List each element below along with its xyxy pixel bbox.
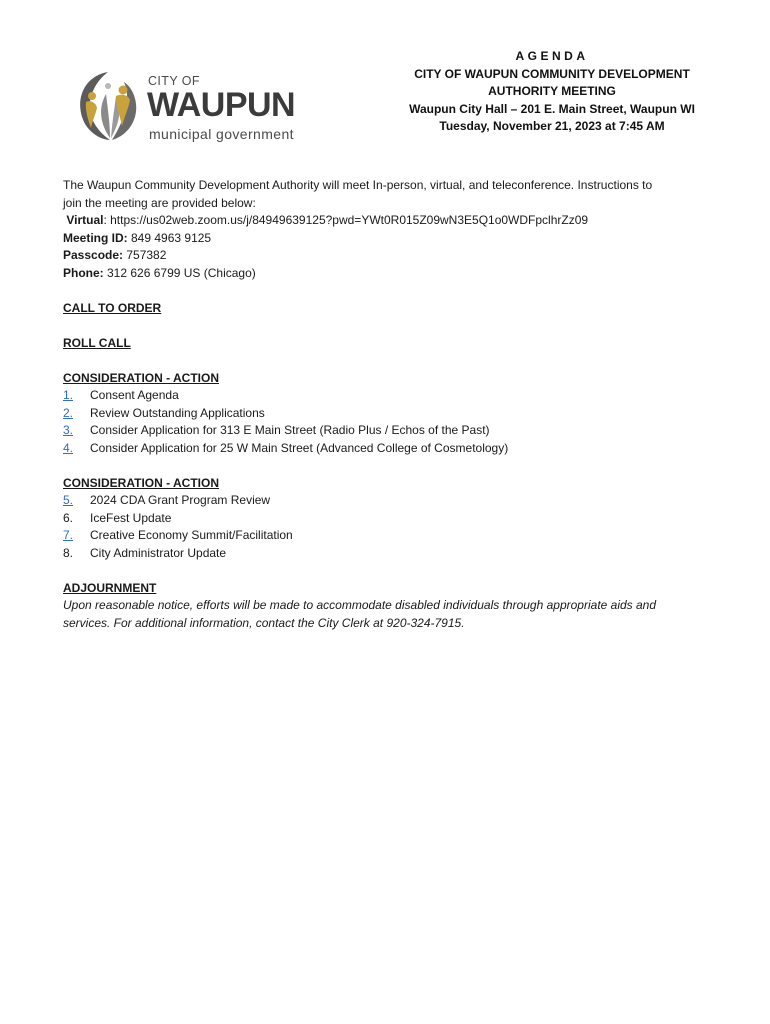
item-text: Consent Agenda: [90, 388, 179, 402]
passcode-label: Passcode:: [63, 248, 124, 262]
item-text: Consider Application for 313 E Main Street (Radio Plus / Echos of the Past): [90, 423, 490, 437]
roll-call-heading: ROLL CALL: [63, 335, 131, 350]
intro-line-1: The Waupun Community Development Authority will meet In-person, virtual, and teleconference. Instructions to: [63, 178, 653, 192]
adjournment-section: [63, 580, 713, 633]
item-number-link[interactable]: 5.: [63, 493, 74, 507]
city-logo: [70, 66, 332, 146]
phone-line: [63, 265, 713, 283]
phone-value: 312 626 6799 US (Chicago): [103, 265, 256, 280]
meeting-header: [392, 48, 712, 136]
item-text: 2024 CDA Grant Program Review: [90, 493, 271, 507]
logo-city-of-text: CITY OF: [148, 74, 200, 88]
item-number-link[interactable]: 1.: [63, 388, 74, 402]
item-text: City Administrator Update: [90, 545, 227, 560]
item-text: Review Outstanding Applications: [90, 405, 265, 420]
list-item: [63, 492, 713, 510]
meeting-id-label: Meeting ID:: [63, 230, 128, 245]
waupun-emblem-icon: [70, 66, 150, 146]
passcode-value: 757382: [123, 248, 167, 262]
consideration-section-2: [63, 475, 713, 563]
accessibility-note-line-2: services. For additional information, contact the City Clerk at 920-324-7915.: [63, 615, 465, 630]
passcode-line: [63, 247, 713, 265]
org-name-line-1: CITY OF WAUPUN COMMUNITY DEVELOPMENT: [414, 66, 690, 81]
consideration-heading-1: CONSIDERATION - ACTION: [63, 370, 219, 385]
agenda-body: [63, 177, 713, 632]
list-item: [63, 422, 713, 440]
meeting-location: Waupun City Hall – 201 E. Main Street, Waupun WI: [409, 101, 695, 116]
meeting-date: Tuesday, November 21, 2023 at 7:45 AM: [439, 119, 665, 133]
list-item: [63, 510, 713, 528]
call-to-order-heading: CALL TO ORDER: [63, 300, 162, 315]
list-item: [63, 545, 713, 563]
logo-waupun-text: WAUPUN: [147, 86, 296, 124]
item-number: 6.: [63, 510, 74, 525]
accessibility-note-line-1: Upon reasonable notice, efforts will be made to accommodate disabled individuals through appropriate aids and: [63, 598, 657, 612]
item-number: 8.: [63, 545, 74, 560]
item-text: Consider Application for 25 W Main Street (Advanced College of Cosmetology): [90, 440, 509, 455]
item-text: IceFest Update: [90, 510, 172, 525]
org-name-line-2: AUTHORITY MEETING: [488, 84, 616, 98]
adjournment-heading: ADJOURNMENT: [63, 580, 157, 595]
item-number-link[interactable]: 7.: [63, 528, 74, 542]
item-number-link[interactable]: 2.: [63, 405, 74, 420]
virtual-link-line: [63, 212, 713, 230]
list-item: [63, 387, 713, 405]
virtual-url[interactable]: : https://us02web.zoom.us/j/84949639125?pwd=YWt0R015Z09wN3E5Q1o0WDFpclhrZz09: [103, 213, 589, 227]
meeting-id-line: [63, 230, 713, 248]
virtual-label: Virtual: [66, 213, 104, 227]
meeting-id-value: 849 4963 9125: [127, 230, 212, 245]
list-item: [63, 440, 713, 458]
item-number-link[interactable]: 4.: [63, 440, 74, 455]
intro-line-2: join the meeting are provided below:: [63, 195, 256, 210]
agenda-title: AGENDA: [515, 49, 589, 63]
item-text: Creative Economy Summit/Facilitation: [90, 528, 293, 542]
consideration-heading-2: CONSIDERATION - ACTION: [63, 475, 219, 490]
phone-label: Phone:: [63, 265, 104, 280]
logo-tagline-text: municipal government: [149, 126, 294, 142]
list-item: [63, 527, 713, 545]
item-number-link[interactable]: 3.: [63, 423, 74, 437]
list-item: [63, 405, 713, 423]
consideration-section-1: [63, 370, 713, 458]
